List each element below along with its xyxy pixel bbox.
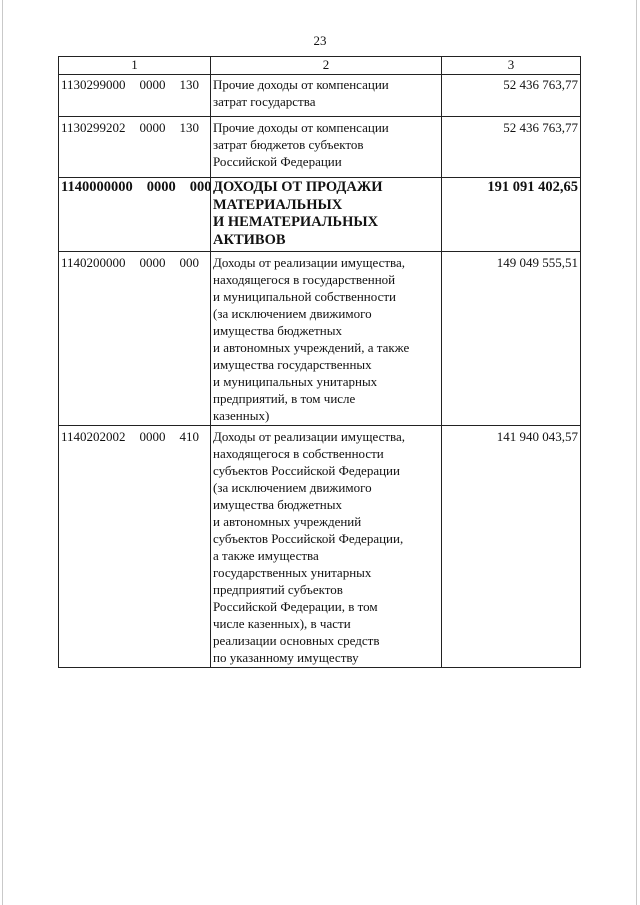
revenue-name-line: а также имущества <box>213 548 319 563</box>
budget-code-kind: 000 <box>179 255 200 270</box>
budget-code-kind: 130 <box>179 120 200 135</box>
revenue-name-line: Доходы от реализации имущества, <box>213 255 406 270</box>
revenue-name-line: предприятий, в том числе <box>213 391 356 406</box>
column-header-amount: 3 <box>442 57 581 75</box>
budget-code-main: 1140200000 <box>61 255 126 270</box>
revenue-name-line: по указанному имуществу <box>213 650 359 665</box>
revenue-name-cell <box>211 252 442 426</box>
revenue-name-line: субъектов Российской Федерации <box>213 463 400 478</box>
budget-code-kind: 000 <box>189 179 212 195</box>
amount-cell: 191 091 402,65 <box>442 178 581 252</box>
revenue-name-line: Прочие доходы от компенсации <box>213 77 389 92</box>
revenue-name-line: и муниципальной собственности <box>213 289 396 304</box>
revenue-name-line: реализации основных средств <box>213 633 380 648</box>
column-header-code: 1 <box>59 57 211 75</box>
budget-code-main: 1130299202 <box>61 120 126 135</box>
budget-code-cell <box>59 178 211 252</box>
revenue-name-line: и автономных учреждений <box>213 514 362 529</box>
amount-cell: 52 436 763,77 <box>442 75 581 117</box>
revenue-name-line: субъектов Российской Федерации, <box>213 531 404 546</box>
budget-code-kind: 410 <box>179 429 200 444</box>
budget-code-program: 0000 <box>139 120 166 135</box>
revenue-name-line: затрат бюджетов субъектов <box>213 137 364 152</box>
revenue-name-line: находящегося в собственности <box>213 446 384 461</box>
revenue-name-line: Российской Федерации <box>213 154 342 169</box>
table-row <box>59 426 581 668</box>
revenue-name-line: АКТИВОВ <box>213 231 286 248</box>
budget-code-kind: 130 <box>179 77 200 92</box>
revenue-name-line: казенных) <box>213 408 270 423</box>
table-row <box>59 75 581 117</box>
revenue-name-line: (за исключением движимого <box>213 306 372 321</box>
revenue-name-line: находящегося в государственной <box>213 272 396 287</box>
revenue-name-line: государственных унитарных <box>213 565 372 580</box>
budget-code-main: 1130299000 <box>61 77 126 92</box>
revenue-name-line: Доходы от реализации имущества, <box>213 429 406 444</box>
scan-edge-left <box>2 0 3 905</box>
budget-code-program: 0000 <box>139 77 166 92</box>
budget-code-cell <box>59 426 211 668</box>
budget-code-program: 0000 <box>139 255 166 270</box>
revenue-name-cell <box>211 75 442 117</box>
revenue-name-line: имущества государственных <box>213 357 372 372</box>
revenue-name-line: ДОХОДЫ ОТ ПРОДАЖИ <box>213 179 383 195</box>
budget-code-program: 0000 <box>139 429 166 444</box>
budget-code-cell <box>59 117 211 178</box>
page-number: 23 <box>313 33 327 48</box>
table-row <box>59 252 581 426</box>
table-body <box>59 75 581 668</box>
budget-code-main: 1140000000 <box>61 179 133 195</box>
scan-edge-right <box>636 0 637 905</box>
table-header-row <box>59 57 581 75</box>
amount-cell: 141 940 043,57 <box>442 426 581 668</box>
revenue-name-line: и муниципальных унитарных <box>213 374 378 389</box>
revenue-name-line: имущества бюджетных <box>213 323 342 338</box>
revenue-name-line: Российской Федерации, в том <box>213 599 378 614</box>
budget-code-cell <box>59 252 211 426</box>
amount-cell: 149 049 555,51 <box>442 252 581 426</box>
revenue-name-line: числе казенных), в части <box>213 616 351 631</box>
revenue-name-line: (за исключением движимого <box>213 480 372 495</box>
revenue-name-line: и автономных учреждений, а также <box>213 340 410 355</box>
revenue-name-line: имущества бюджетных <box>213 497 342 512</box>
budget-code-program: 0000 <box>146 179 176 195</box>
revenue-name-line: Прочие доходы от компенсации <box>213 120 389 135</box>
revenue-name-line: И НЕМАТЕРИАЛЬНЫХ <box>213 214 379 230</box>
table-row <box>59 178 581 252</box>
table-row <box>59 117 581 178</box>
amount-cell: 52 436 763,77 <box>442 117 581 178</box>
revenue-name-cell <box>211 426 442 668</box>
revenue-name-line: затрат государства <box>213 94 316 109</box>
budget-code-cell <box>59 75 211 117</box>
column-header-name: 2 <box>211 57 442 75</box>
revenue-name-cell <box>211 117 442 178</box>
revenue-name-line: МАТЕРИАЛЬНЫХ <box>213 196 343 213</box>
revenue-name-cell <box>211 178 442 252</box>
revenue-name-line: предприятий субъектов <box>213 582 343 597</box>
revenue-table <box>58 56 581 668</box>
budget-code-main: 1140202002 <box>61 429 126 444</box>
